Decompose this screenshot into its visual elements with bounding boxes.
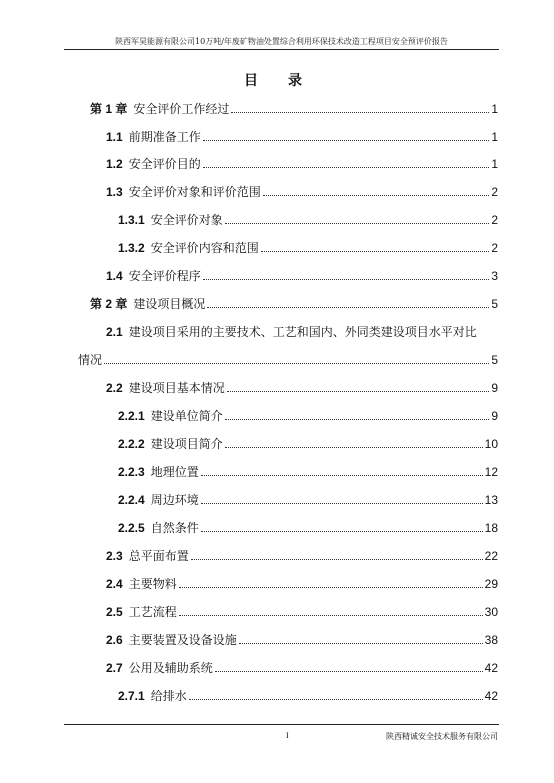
toc-entry-number: 1.4 [106, 269, 123, 283]
toc-entry-number: 1.1 [106, 130, 123, 144]
toc-entry-text: 周边环境 [150, 493, 199, 507]
toc-entry-text: 安全评价对象和评价范围 [128, 185, 261, 199]
toc-entry-page: 12 [484, 465, 498, 479]
toc-entry-number: 1.3 [106, 185, 123, 199]
toc-entry-number: 2.7.1 [118, 689, 145, 703]
toc-entry[interactable] [90, 291, 498, 311]
toc-entry[interactable] [118, 683, 498, 703]
toc-entry[interactable] [106, 627, 498, 647]
toc-leader-dots [207, 306, 489, 308]
footer-rule [64, 724, 499, 725]
toc-leader-dots [104, 362, 489, 364]
toc-leader-dots [263, 194, 490, 196]
toc-entry[interactable] [118, 515, 498, 535]
footer-page-number: I [286, 731, 289, 740]
toc-entry-number: 2.1 [106, 325, 123, 339]
toc-entry-page: 38 [484, 633, 498, 647]
toc-entry-text: 安全评价工作经过 [133, 102, 230, 116]
toc-entry-page: 1 [491, 130, 498, 144]
toc-entry-page: 29 [484, 577, 498, 591]
toc-entry-text: 自然条件 [150, 521, 199, 535]
toc-entry-number: 2.7 [106, 661, 123, 675]
toc-entry[interactable] [106, 179, 498, 199]
toc-entry-text: 主要物料 [128, 577, 177, 591]
toc-entry-number: 2.6 [106, 633, 123, 647]
toc-entry[interactable] [118, 403, 498, 423]
toc-entry[interactable] [106, 655, 498, 675]
toc-leader-dots [227, 390, 490, 392]
toc-entry-number: 1.3.1 [118, 213, 145, 227]
toc-entry[interactable] [106, 124, 498, 144]
toc-entry-number: 2.2.1 [118, 409, 145, 423]
toc-leader-dots [203, 278, 490, 280]
toc-leader-dots [225, 446, 483, 448]
toc-entry[interactable] [118, 235, 498, 255]
toc-entry-number: 2.5 [106, 605, 123, 619]
toc-entry-number: 1.3.2 [118, 241, 145, 255]
running-header: 陕西军昊能源有限公司10万吨/年废矿物油处置综合利用环保技术改造工程项目安全预评价报告 [115, 37, 448, 46]
toc-leader-dots [201, 502, 483, 504]
toc-entry[interactable] [106, 263, 498, 283]
toc-entry-text: 总平面布置 [128, 549, 189, 563]
toc-entry-page: 2 [491, 213, 498, 227]
toc-entry-page: 22 [484, 549, 498, 563]
toc-entry-number: 2.2.2 [118, 437, 145, 451]
footer-company: 陕西精诚安全技术服务有限公司 [386, 732, 498, 741]
toc-entry[interactable] [106, 599, 498, 619]
toc-entry-page: 42 [484, 689, 498, 703]
toc-leader-dots [239, 642, 483, 644]
toc-entry-text: 建设项目采用的主要技术、工艺和国内、外同类建设项目水平对比 [128, 325, 477, 339]
toc-entry-text: 情况 [78, 353, 103, 367]
toc-entry-number: 2.2 [106, 381, 123, 395]
toc-entry[interactable] [90, 96, 498, 116]
toc-leader-dots [203, 166, 490, 168]
toc-entry-number: 第 2 章 [90, 297, 128, 311]
toc-entry-page: 13 [484, 493, 498, 507]
toc-entry[interactable] [106, 571, 498, 591]
toc-entry[interactable] [106, 543, 498, 563]
toc-entry-text: 给排水 [150, 689, 187, 703]
toc-entry-page: 5 [491, 297, 498, 311]
toc-entry-page: 18 [484, 521, 498, 535]
toc-entry[interactable] [118, 207, 498, 227]
toc-entry-page: 9 [491, 381, 498, 395]
toc-entry-number: 第 1 章 [90, 102, 128, 116]
toc-leader-dots [179, 614, 483, 616]
toc-entry[interactable] [118, 431, 498, 451]
toc-leader-dots [231, 111, 489, 113]
toc-entry[interactable] [118, 459, 498, 479]
toc-leader-dots [225, 222, 490, 224]
toc-entry-text: 安全评价目的 [128, 157, 201, 171]
toc-entry-text: 安全评价程序 [128, 269, 201, 283]
toc-entry-text: 主要装置及设备设施 [128, 633, 237, 647]
toc-entry-page: 42 [484, 661, 498, 675]
toc-entry-page: 10 [484, 437, 498, 451]
toc-leader-dots [191, 558, 483, 560]
toc-entry[interactable] [106, 375, 498, 395]
toc-entry-text: 建设项目概况 [133, 297, 206, 311]
toc-entry-text: 安全评价对象 [150, 213, 223, 227]
toc-entry-text: 工艺流程 [128, 605, 177, 619]
toc-leader-dots [201, 474, 483, 476]
toc-entry-number: 2.4 [106, 577, 123, 591]
toc-entry-continuation[interactable] [78, 347, 498, 367]
toc-entry-text: 建设单位简介 [150, 409, 223, 423]
toc-entry-number: 2.3 [106, 549, 123, 563]
toc-leader-dots [225, 418, 490, 420]
toc-entry[interactable] [106, 151, 498, 171]
toc-entry-page: 9 [491, 409, 498, 423]
toc-leader-dots [189, 698, 483, 700]
toc-entry[interactable] [118, 487, 498, 507]
toc-leader-dots [261, 250, 490, 252]
header-rule [64, 49, 499, 50]
toc-entry-text: 安全评价内容和范围 [150, 241, 259, 255]
toc-entry-text: 地理位置 [150, 465, 199, 479]
toc-entry-number: 2.2.5 [118, 521, 145, 535]
toc-leader-dots [179, 586, 483, 588]
toc-entry-number: 2.2.3 [118, 465, 145, 479]
toc-title: 目 录 [244, 73, 310, 89]
toc-entry-text: 前期准备工作 [128, 130, 201, 144]
toc-entry-page: 5 [491, 353, 498, 367]
toc-entry-page: 2 [491, 185, 498, 199]
toc-leader-dots [215, 670, 483, 672]
toc-leader-dots [203, 139, 490, 141]
toc-entry-page: 2 [491, 241, 498, 255]
toc-entry-page: 3 [491, 269, 498, 283]
toc-entry-page: 1 [491, 157, 498, 171]
toc-entry-number: 2.2.4 [118, 493, 145, 507]
toc-entry-text: 公用及辅助系统 [128, 661, 213, 675]
toc-entry-page: 30 [484, 605, 498, 619]
toc-entry-text: 建设项目简介 [150, 437, 223, 451]
toc-leader-dots [201, 530, 483, 532]
toc-entry-number: 1.2 [106, 157, 123, 171]
toc-entry-wrapped[interactable] [106, 325, 477, 339]
toc-entry-text: 建设项目基本情况 [128, 381, 225, 395]
toc-entry-page: 1 [491, 102, 498, 116]
